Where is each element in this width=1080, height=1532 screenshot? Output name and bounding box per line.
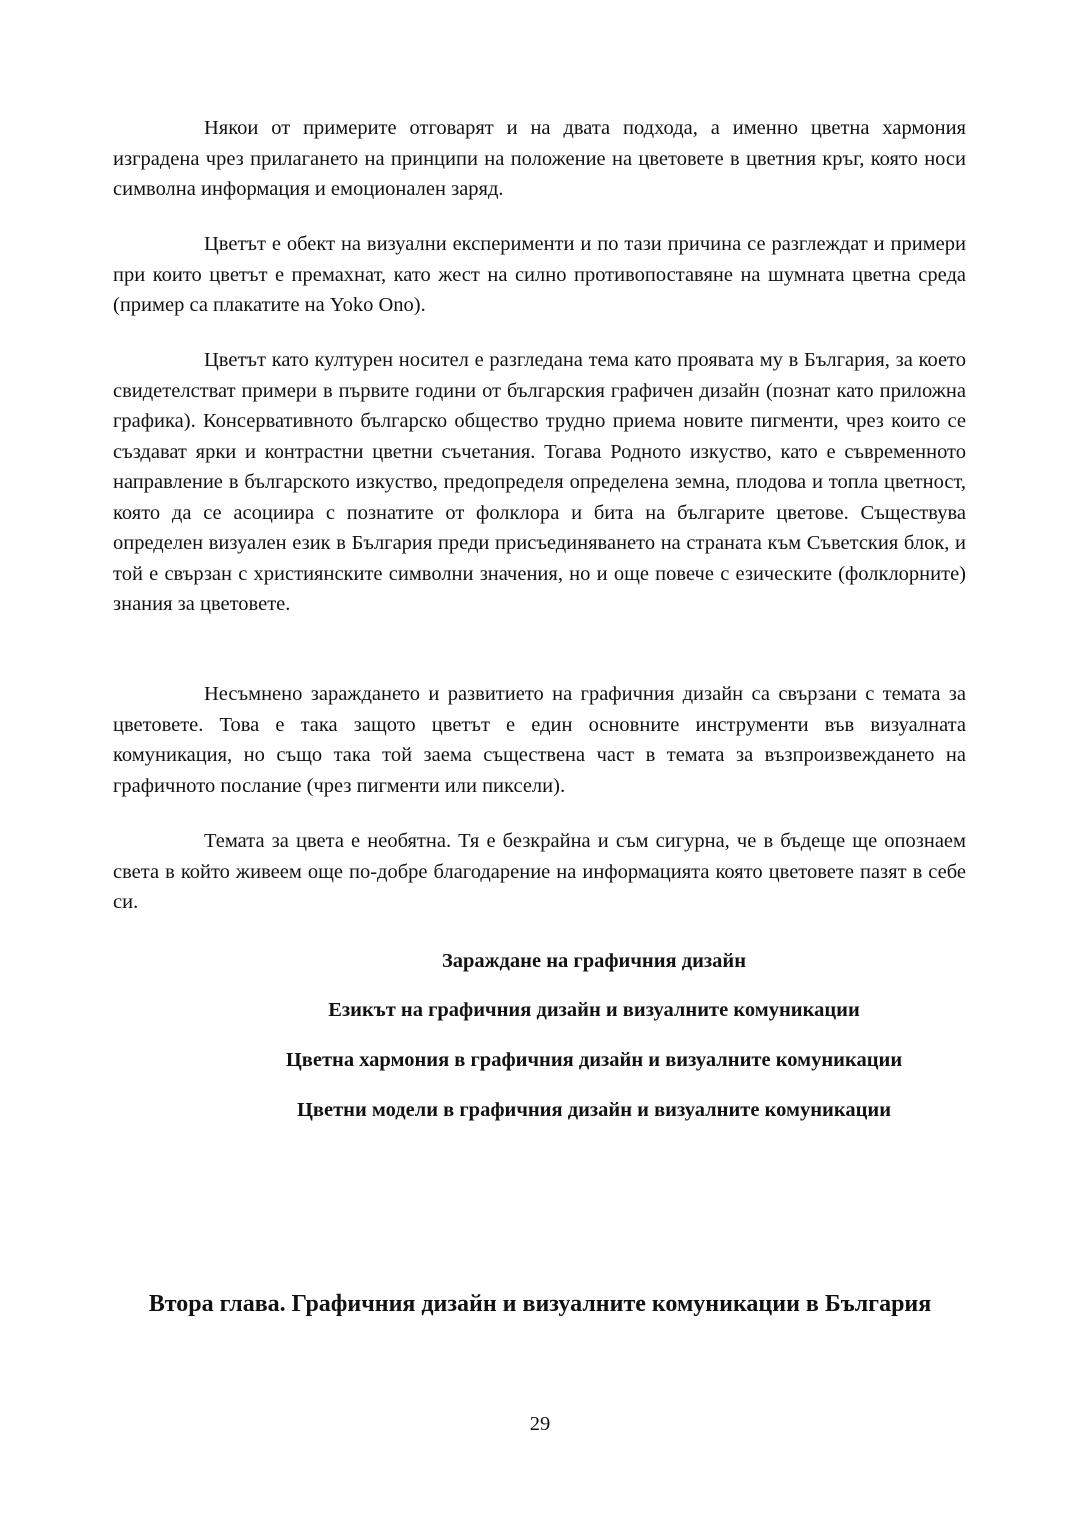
paragraph: Цветът като културен носител е разгледана тема като проявата му в България, за което свидетелстват примери в първите години от българския графичен дизайн (познат като приложна графика). Консервативното българско общество трудно приема новите пигменти, чрез които се създават ярки и контрастни цветни съчетания. Тогава Родното изкуство, като е съвременното направление в българското изкуство, предопределя определена земна, плодова и топла цветност, която да се асоциира с познатите от фолклора и бита на българите цветове. Съществува определен визуален език в България преди присъединяването на страната към Съветския блок, и той е свързан с християнските символни значения, но и още повече с езическите (фолклорните) знания за цветовете. [113, 349, 966, 615]
section-heading: Езикът на графичния дизайн и визуалните комуникации [328, 999, 860, 1021]
paragraph: Цветът е обект на визуални експерименти и по тази причина се разглеждат и примери при които цветът е премахнат, като жест на силно противопоставяне на шумната цветна среда (пример са плакатите на Yoko Ono). [113, 233, 966, 316]
section-heading: Цветни модели в графичния дизайн и визуалните комуникации [296, 1099, 892, 1121]
section-heading: Цветна хармония в графичния дизайн и визуалните комуникации [285, 1049, 903, 1071]
chapter-title: Втора глава. Графичния дизайн и визуалните комуникации в България [148, 1291, 932, 1317]
paragraph: Някои от примерите отговарят и на двата подхода, а именно цветна хармония изградена чрез прилагането на принципи на положение на цветовете в цветния кръг, която носи символна информация и емоционален заряд. [113, 117, 966, 200]
paragraph: Темата за цвета е необятна. Тя е безкрайна и съм сигурна, че в бъдеще ще опознаем света в който живеем още по-добре благодарение на информацията която цветовете пазят в себе си. [113, 830, 966, 913]
page-number: 29 [529, 1413, 551, 1435]
section-heading: Зараждане на графичния дизайн [441, 950, 747, 972]
paragraph: Несъмнено зараждането и развитието на графичния дизайн са свързани с темата за цветовете. Това е така защото цветът е един основните инструменти във визуалната комуникация, но също така той заема съществена част в темата за възпроизвеждането на графичното послание (чрез пигменти или пиксели). [113, 683, 966, 797]
